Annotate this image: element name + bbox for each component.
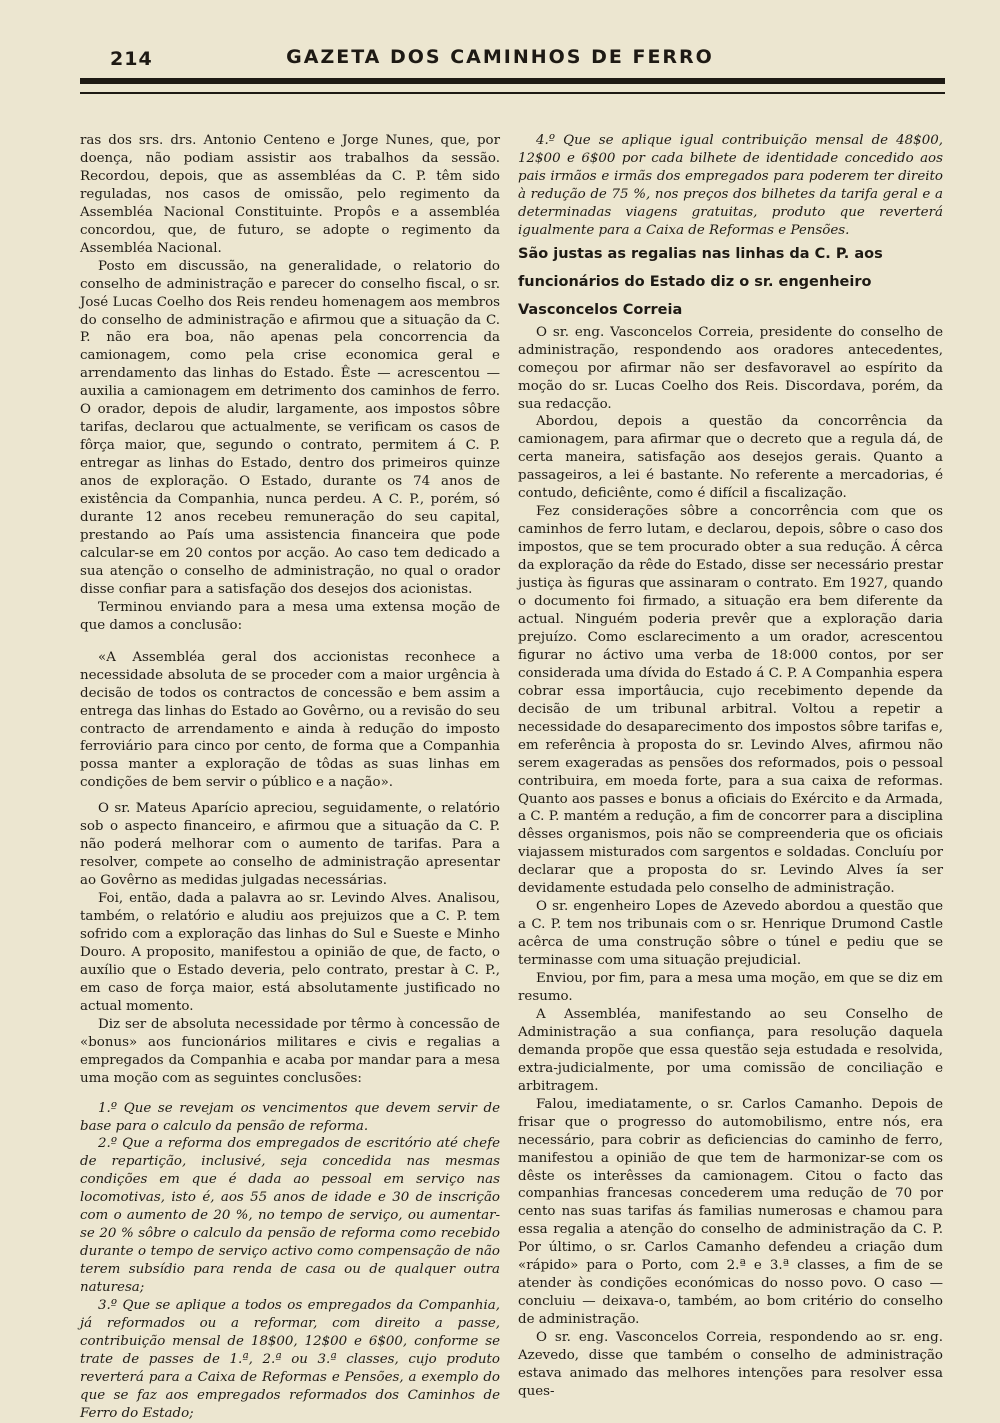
paragraph: Diz ser de absoluta necessidade por têrmo à concessão de «bonus» aos funcionários militares e civis e regalias a empregados da Companhia e acaba por mandar para a mesa uma moção com as seguintes conclusões: [80,1016,500,1086]
header-rule [80,78,945,94]
paragraph: Terminou enviando para a mesa uma extensa moção de que damos a conclusão: [80,599,500,633]
paragraph: Foi, então, dada a palavra ao sr. Levindo Alves. Analisou, também, o relatório e aludiu aos prejuizos que a C. P. tem sofrido com a exploração das linhas do Sul e Sueste e Minho Douro. A proposito, manifestou a opinião de que, de facto, o auxílio que o Estado deveria, pelo contrato, prestar à C. P., em caso de força maior, está absolutamente justificado no actual momento. [80,891,500,1014]
paragraph: O sr. eng. Vasconcelos Correia, respondendo ao sr. eng. Azevedo, disse que também o conselho de administração estava animado das melhores intenções para resolver essa ques- [518,1330,943,1399]
paragraph: A Assembléa, manifestando ao seu Conselho de Administração a sua confiança, para resolução daquela demanda propõe que essa questão seja estudada e resolvida, extra-judicialmente, por uma comissão de conciliação e arbitragem. [518,1006,943,1094]
motion-item-1: 1.º Que se revejam os vencimentos que devem servir de base para o calculo da pensão de reforma. [80,1100,500,1134]
paragraph: O sr. eng. Vasconcelos Correia, presidente do conselho de administração, respondendo aos oradores antecedentes, começou por afirmar não ser desfavoravel ao espírito da moção do sr. Lucas Coelho dos Reis. Discordava, porém, da sua redacção. [518,324,943,412]
right-column [518,132,943,1401]
paragraph: Posto em discussão, na generalidade, o relatorio do conselho de administração e parecer do conselho fiscal, o sr. José Lucas Coelho dos Reis rendeu homenagem aos membros do conselho de administração e afirmou que a situação da C. P. não era boa, não apenas pela concorrencia da camionagem, como pela crise economica geral e arrendamento das linhas do Estado. Êste — acrescentou — auxilia a camionagem em detrimento dos caminhos de ferro. O orador, depois de aludir, largamente, aos impostos sôbre tarifas, declarou que actualmente, se verificam os casos de fôrça maior, que, segundo o contrato, permitem á C. P. entregar as linhas do Estado, dentro dos primeiros quinze anos de exploração. O Estado, durante os 74 anos de existência da Companhia, nunca perdeu. A C. P., porém, só durante 12 anos recebeu remuneração do seu capital, prestando ao País uma assistencia financeira que pode calcular-se em 20 contos por acção. Ao caso tem dedicado a sua atenção o conselho de administração, no qual o orador disse confiar para a satisfação dos desejos dos acionistas. [80,258,500,597]
section-heading: São justas as regalias nas linhas da C. P. aos funcionários do Estado diz o sr. engenheiro Vasconcelos Correia [518,245,883,318]
paragraph: Enviou, por fim, para a mesa uma moção, em que se diz em resumo. [518,971,943,1004]
motion-item-2: 2.º Que a reforma dos empregados de escritório até chefe de repartição, inclusivé, seja concedida nas mesmas condições em que é dada ao pessoal em serviço nas locomotivas, isto é, aos 55 anos de idade e 30 de inscrição com o aumento de 20 %, no tempo de serviço, ou aumentar-se 20 % sôbre o calculo da pensão de reforma como recebido durante o tempo de serviço activo como compensação de não terem subsídio para renda de casa ou de qualquer outra naturesa; [80,1136,500,1296]
left-column [80,132,500,1423]
paragraph: O sr. Mateus Aparício apreciou, seguidamente, o relatório sob o aspecto financeiro, e afirmou que a situação da C. P. não poderá melhorar com o aumento de tarifas. Para a resolver, compete ao conselho de administração apresentar ao Govêrno as medidas julgadas necessárias. [80,801,500,889]
motion-quote: «A Assembléa geral dos accionistas reconhece a necessidade absoluta de se proceder com a maior urgência à decisão de todos os contractos de concessão e bem assim a entrega das linhas do Estado ao Govêrno, ou a revisão do seu contracto de arrendamento e ainda à redução do imposto ferroviário para cinco por cento, de forma que a Companhia possa manter a exploração de tôdas as suas linhas em condições de bem servir o público e a nação». [80,649,500,791]
motion-item-3: 3.º Que se aplique a todos os empregados da Companhia, já reformados ou a reformar, com direito a passe, contribuição mensal de 18$00, 12$00 e 6$00, conforme se trate de passes de 1.ª, 2.ª ou 3.ª classes, cujo produto reverterá para a Caixa de Reformas e Pensões, a exemplo do que se faz aos empregados reformados dos Caminhos de Ferro do Estado; [80,1298,500,1421]
paragraph: Falou, imediatamente, o sr. Carlos Camanho. Depois de frisar que o progresso do automobilismo, entre nós, era necessário, para cobrir as deficiencias do caminho de ferro, manifestou a opinião de que tem de harmonizar-se com os dêste os interêsses da camionagem. Citou o facto das companhias francesas concederem uma redução de 70 por cento nas suas tarifas ás familias numerosas e chamou para essa regalia a atenção do conselho de administração da C. P. Por último, o sr. Carlos Camanho defendeu a criação dum «rápido» para o Porto, com 2.ª e 3.ª classes, a fim de se atender às condições económicas do nosso povo. O caso — concluiu — deixava-o, também, ao bom critério do conselho de administração. [518,1096,943,1328]
paragraph: O sr. engenheiro Lopes de Azevedo abordou a questão que a C. P. tem nos tribunais com o sr. Henrique Drumond Castle acêrca de uma construção sôbre o túnel e pediu que se terminasse com uma situação prejudicial. [518,899,943,969]
paragraph: Fez considerações sôbre a concorrência com que os caminhos de ferro lutam, e declarou, depois, sôbre o caso dos impostos, que se tem procurado obter a sua redução. Á cêrca da exploração da rêde do Estado, disse ser necessário prestar justiça às figuras que assinaram o contrato. Em 1927, quando o documento foi firmado, a situação era bem diferente da actual. Ninguém poderia prevêr que a exploração daria prejuízo. Como esclarecimento a um orador, acrescentou figurar no áctivo uma verba de 18:000 contos, por ser considerada uma dívida do Estado á C. P. A Companhia espera cobrar essa importâucia, cujo recebimento depende da decisão de um tribunal arbitral. Voltou a repetir a necessidade do desaparecimento dos impostos sôbre tarifas e, em referência à proposta do sr. Levindo Alves, afirmou não serem exageradas as pensões dos reformados, pois o pessoal contribuira, em moeda forte, para a sua caixa de reformas. Quanto aos passes e bonus a oficiais do Exército e da Armada, a C. P. mantém a redução, a fim de concorrer para a disciplina dêsses organismos, pois não se compreenderia que os oficiais viajassem misturados com sargentos e soldadas. Concluíu por declarar que a proposta do sr. Levindo Alves ía ser devidamente estudada pelo conselho de administração. [518,504,943,897]
paragraph: Abordou, depois a questão da concorrência da camionagem, para afirmar que o decreto que a regula dá, de certa maneira, satisfação aos desejos gerais. Quanto a passageiros, a lei é bastante. No referente a mercadorias, é contudo, deficiênte, como é difícil a fiscalização. [518,414,943,502]
page-number: 214 [110,48,153,70]
motion-item-4: 4.º Que se aplique igual contribuição mensal de 48$00, 12$00 e 6$00 por cada bilhete de identidade concedido aos pais irmãos e irmãs dos empregados para poderem ter direito à redução de 75 %, nos preços dos bilhetes da tarifa geral e a determinadas viagens gratuitas, produto que reverterá igualmente para a Caixa de Reformas e Pensões. [518,133,943,238]
journal-title: GAZETA DOS CAMINHOS DE FERRO [286,46,714,68]
paragraph: ras dos srs. drs. Antonio Centeno e Jorge Nunes, que, por doença, não podiam assistir aos trabalhos da sessão. Recordou, depois, que as assembléas da C. P. têm sido reguladas, nos casos de omissão, pelo regimento da Assembléa Nacional Constituinte. Propôs e a assembléa concordou, que, de futuro, se adopte o regimento da Assembléa Nacional. [80,133,500,256]
